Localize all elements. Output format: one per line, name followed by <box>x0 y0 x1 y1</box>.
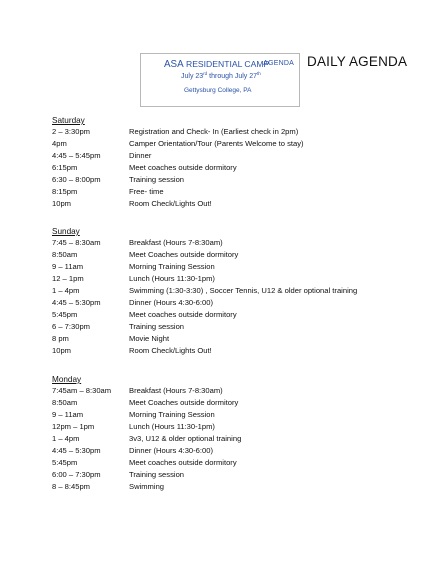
camp-location: Gettysburg College, PA <box>184 87 252 94</box>
schedule-row: 8 pm Movie Night <box>52 334 170 343</box>
schedule-row: 8:50am Meet Coaches outside dormitory <box>52 398 239 407</box>
schedule-row: 5:45pm Meet coaches outside dormitory <box>52 310 237 319</box>
schedule-row: 8:15pm Free- time <box>52 187 164 196</box>
camp-header-box <box>140 53 300 107</box>
schedule-row: 12 – 1pm Lunch (Hours 11:30-1pm) <box>52 274 215 283</box>
day-heading-monday: Monday <box>52 375 82 384</box>
camp-dates: July 23rd through July 27th <box>181 71 261 80</box>
agenda-label: AGENDA <box>263 60 294 67</box>
schedule-row: 6 – 7:30pm Training session <box>52 322 185 331</box>
schedule-row: 7:45am – 8:30am Breakfast (Hours 7-8:30am) <box>52 386 223 395</box>
schedule-row: 8:50am Meet Coaches outside dormitory <box>52 250 239 259</box>
camp-name: ASA RESIDENTIAL CAMP <box>164 59 270 70</box>
schedule-row: 4pm Camper Orientation/Tour (Parents Welcome to stay) <box>52 139 304 148</box>
schedule-row: 6:15pm Meet coaches outside dormitory <box>52 163 237 172</box>
schedule-row: 2 – 3:30pm Registration and Check- In (Earliest check in 2pm) <box>52 127 299 136</box>
day-heading-sunday: Sunday <box>52 227 80 236</box>
schedule-row: 9 – 11am Morning Training Session <box>52 410 215 419</box>
schedule-row: 5:45pm Meet coaches outside dormitory <box>52 458 237 467</box>
schedule-row: 9 – 11am Morning Training Session <box>52 262 215 271</box>
schedule-row: 4:45 – 5:45pm Dinner <box>52 151 152 160</box>
schedule-row: 10pm Room Check/Lights Out! <box>52 199 212 208</box>
schedule-row: 6:30 – 8:00pm Training session <box>52 175 185 184</box>
schedule-row: 1 – 4pm 3v3, U12 & older optional training <box>52 434 242 443</box>
page-title: DAILY AGENDA <box>307 54 408 69</box>
schedule-row: 4:45 – 5:30pm Dinner (Hours 4:30-6:00) <box>52 446 213 455</box>
schedule-row: 4:45 – 5:30pm Dinner (Hours 4:30-6:00) <box>52 298 213 307</box>
schedule-row: 8 – 8:45pm Swimming <box>52 482 165 491</box>
schedule-row: 12pm – 1pm Lunch (Hours 11:30-1pm) <box>52 422 215 431</box>
schedule-row: 7:45 – 8:30am Breakfast (Hours 7-8:30am) <box>52 238 223 247</box>
schedule-row: 10pm Room Check/Lights Out! <box>52 346 212 355</box>
schedule-row: 1 – 4pm Swimming (1:30-3:30) , Soccer Tennis, U12 & older optional training <box>52 286 358 295</box>
schedule-row: 6:00 – 7:30pm Training session <box>52 470 185 479</box>
day-heading-saturday: Saturday <box>52 116 85 125</box>
